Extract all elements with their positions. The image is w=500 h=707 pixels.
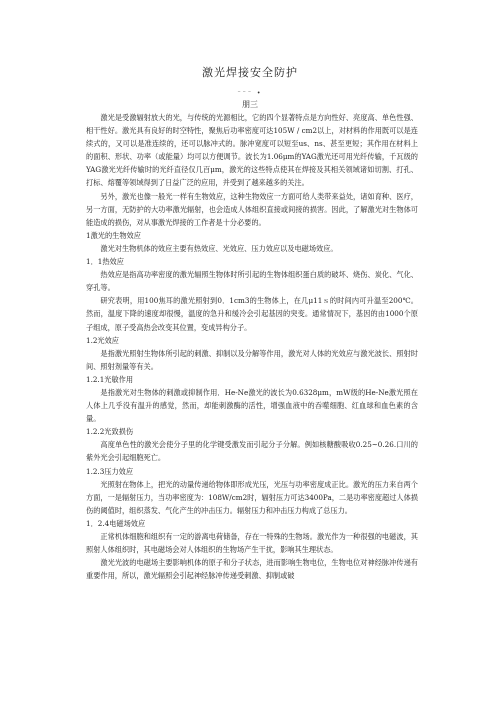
body-paragraph: 是指激光照射生物体所引起的刺激、抑制以及分解等作用，激光对人体的光效应与激光波长、照射时间、照射剂量等有关。 (86, 348, 418, 371)
body-paragraph: 另外，激光也像一般光一样有生物效应，这种生物效应一方面可给人类带来益处，诸如育种、医疗，另一方面，无防护的大功率激光辐射，也会造成人体组织直接或间接的损害。因此，了解激光对生物体可能造成的损伤，对从事激光焊接的工作者是十分必要的。 (86, 191, 418, 227)
section-heading: 1.2.1光敏作用 (86, 374, 134, 384)
section-heading: 1.2.3压力效应 (86, 466, 134, 476)
section-heading: 1激光的生物效应 (86, 230, 141, 240)
body-paragraph: 激光光波的电磁场主要影响机体的原子和分子状态，进而影响生物电位，生物电位对神经脉冲传递有重要作用，所以，激光辐照会引起神经脉冲传递受刺激、抑制或破 (86, 558, 418, 581)
section-heading: 1．1热效应 (86, 257, 124, 267)
section-heading: 1.2光效应 (86, 335, 119, 345)
section-heading: 1．2.4电磁场效应 (86, 518, 146, 528)
body-paragraph: 激光是受激辐射放大的光，与传统的光源相比，它的四个显著特点是方向性好、亮度高、单色性强、相干性好。激光具有良好的时空特性，聚焦后功率密度可达105W / cm2以上，对材料的作用既可以是连续式的，又可以是准连续的，还可以脉冲式的。脉冲宽度可以短至us、ns、甚至更短；其作用在材料上的面积、形状、功率（或能量）均可以方便调节。波长为1.06μm的YAG激光还可用光纤传输，千瓦级的YAG激光光纤传输时的光纤直径仅几百μm，激光的这些特点使其在焊接及其相关领域诸如切割、打孔、打标、熔覆等领域得到了日益广泛的应用，并受到了越来越多的关注。 (86, 113, 418, 188)
body-paragraph: 激光对生物机体的效应主要有热效应、光效应、压力效应以及电磁场效应。 (100, 243, 338, 253)
author-name: 朋三 (242, 100, 258, 109)
ornament-mark: ⁻⁻⁻ • (237, 90, 263, 97)
body-paragraph: 光照射在物体上，把光的动量传递给物体即形成光压，光压与功率密度成正比。激光的压力来自两个方面，一是辐射压力，当功率密度为：108W/cm2时，辐射压力可达3400Pa，二是功率密度超过人体损伤的阈值时，组织蒸发、气化产生的冲击压力。辐射压力和冲击压力构成了总压力。 (86, 479, 418, 515)
body-paragraph: 正常机体细胞和组织有一定的游离电荷储备，存在一特殊的生物场。激光作为一种很强的电磁波，其照射人体组织时，其电磁场会对人体组织的生物场产生干扰，影响其生理状态。 (86, 532, 418, 555)
body-paragraph: 高度单色性的激光会使分子里的化学键受激发而引起分子分解。例如核糖酸吸收0.25~0.26.口川的紫外光会引起细胞死亡。 (86, 440, 418, 463)
document-title: 激光焊接安全防护 (202, 66, 298, 79)
section-heading: 1.2.2光致损伤 (86, 427, 134, 437)
document-body (86, 111, 418, 582)
body-paragraph: 热效应是指高功率密度的激光辐照生物体时所引起的生物体组织蛋白质的破坏、烧伤、炭化、气化、穿孔等。 (86, 270, 418, 293)
body-paragraph: 研究表明，用100焦耳的激光照射到0．1cm3的生物体上，在几μ11ｓ的时间内可升温至200℃。然而，温度下降的速度却很慢，温度的急升和缓冷会引起基因的突变。通常情况下，基因的由1000个原子组成，原子受高热会改变其位置，变成异构分子。 (86, 296, 418, 332)
body-paragraph: 是指激光对生物体的刺激或抑制作用．He-Ne激光的波长为0.6328μm，mW级的He-Ne激光照在人体上几乎没有温升的感觉，然而，却能刺激酶的活性，增强血液中的吞噬细胞、红血球和血色素的含量。 (86, 387, 418, 424)
